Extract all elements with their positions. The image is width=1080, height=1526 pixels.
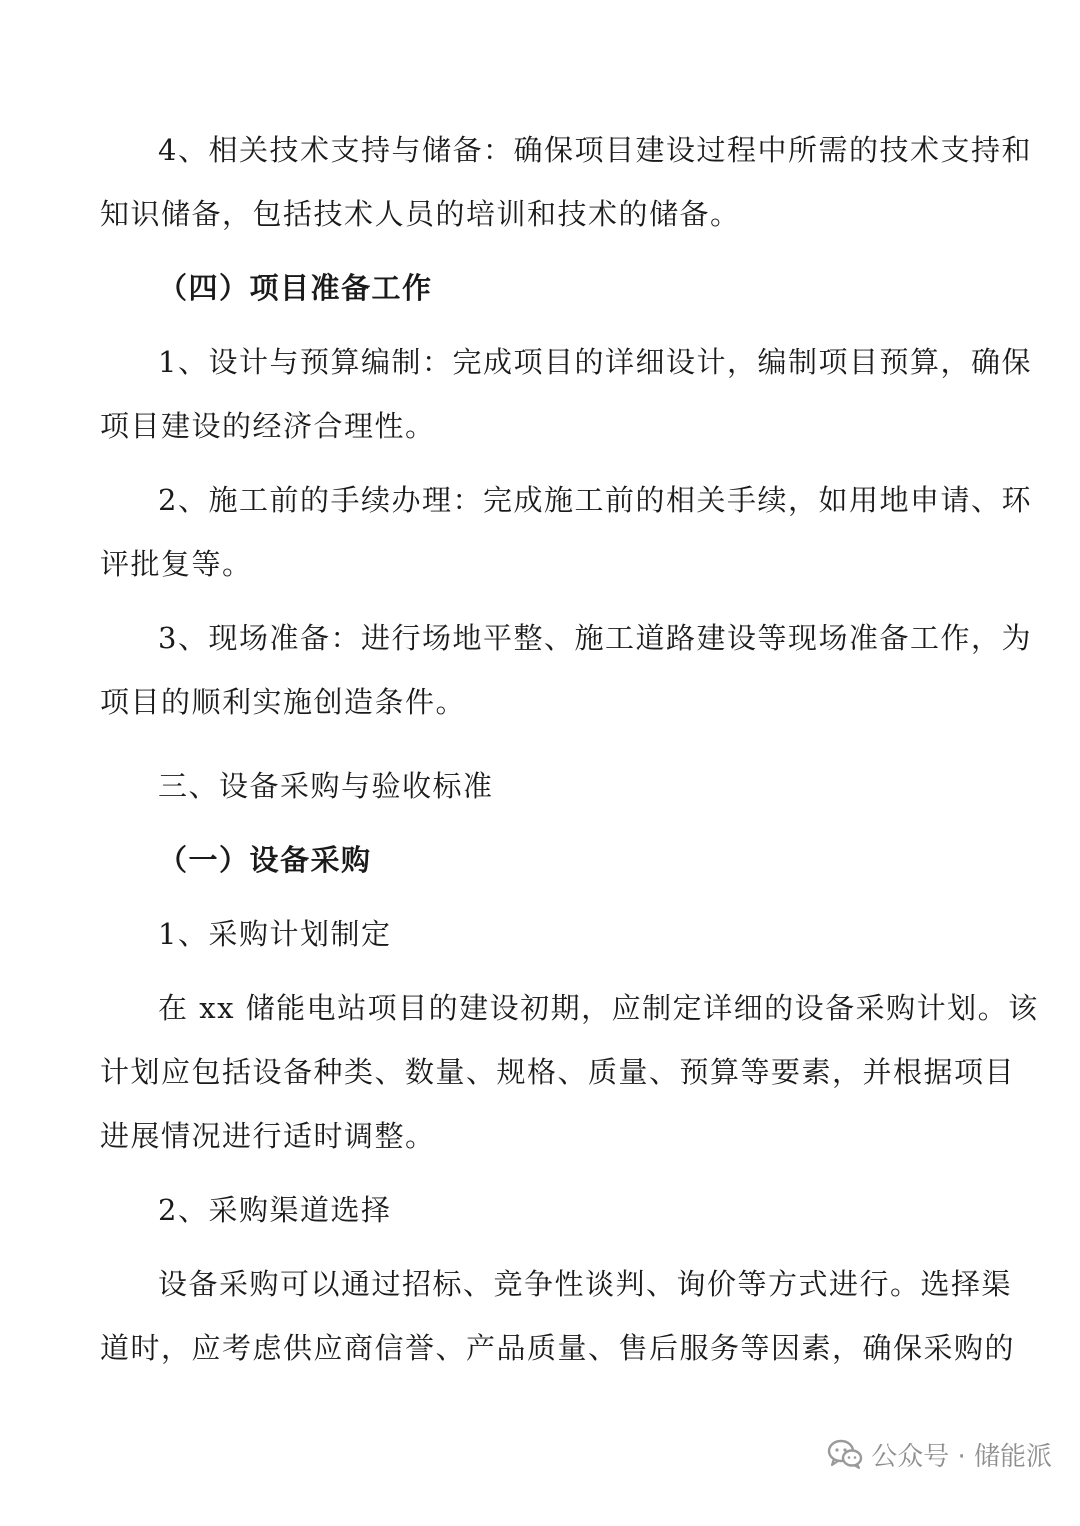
subsection-heading: 1、采购计划制定 <box>158 917 392 951</box>
section-heading: （四）项目准备工作 <box>158 271 433 305</box>
watermark-text: 公众号 · 储能派 <box>871 1441 1052 1472</box>
watermark <box>827 1432 1052 1476</box>
paragraph-line: 道时，应考虑供应商信誉、产品质量、售后服务等因素，确保采购的 <box>100 1331 1016 1365</box>
paragraph-line: 进展情况进行适时调整。 <box>100 1119 436 1153</box>
chapter-heading: 三、设备采购与验收标准 <box>158 769 494 803</box>
paragraph-line: 3、现场准备：进行场地平整、施工道路建设等现场准备工作，为 <box>158 621 1032 655</box>
paragraph-line: 1、设计与预算编制：完成项目的详细设计，编制项目预算，确保 <box>158 345 1032 379</box>
section-heading: （一）设备采购 <box>158 843 372 877</box>
paragraph-line: 评批复等。 <box>100 547 253 581</box>
wechat-icon <box>827 1439 863 1469</box>
paragraph-line: 项目的顺利实施创造条件。 <box>100 685 467 719</box>
paragraph-line: 知识储备，包括技术人员的培训和技术的储备。 <box>100 197 741 231</box>
paragraph-line: 计划应包括设备种类、数量、规格、质量、预算等要素，并根据项目 <box>100 1055 1016 1089</box>
paragraph-line: 项目建设的经济合理性。 <box>100 409 436 443</box>
paragraph-line: 4、相关技术支持与储备：确保项目建设过程中所需的技术支持和 <box>158 133 1032 167</box>
subsection-heading: 2、采购渠道选择 <box>158 1193 392 1227</box>
paragraph-line: 设备采购可以通过招标、竞争性谈判、询价等方式进行。选择渠 <box>158 1267 1013 1301</box>
paragraph-line: 在 xx 储能电站项目的建设初期，应制定详细的设备采购计划。该 <box>158 991 1039 1025</box>
paragraph-line: 2、施工前的手续办理：完成施工前的相关手续，如用地申请、环 <box>158 483 1032 517</box>
